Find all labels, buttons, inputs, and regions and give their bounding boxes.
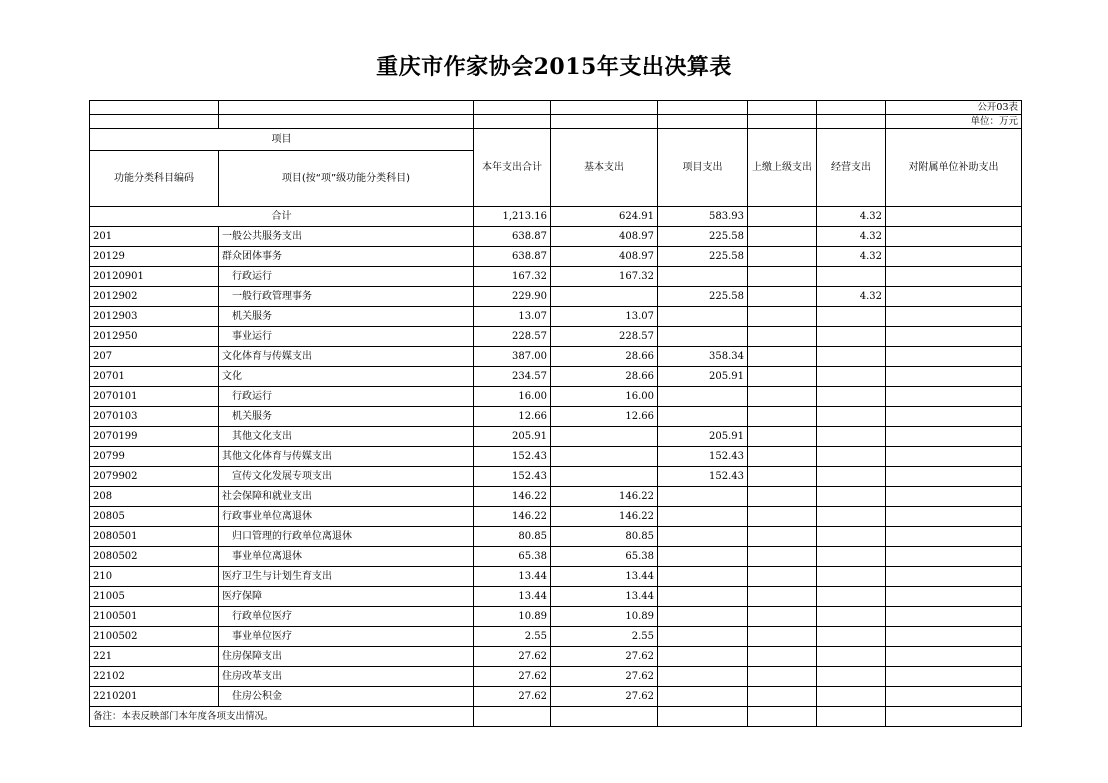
- cell-total: 2.55: [474, 627, 551, 647]
- table-row: [90, 587, 1022, 607]
- cell-total: 13.44: [474, 587, 551, 607]
- cell-basic: 80.85: [551, 527, 658, 547]
- cell-name: 群众团体事务: [219, 247, 474, 267]
- cell-code: 2012902: [90, 287, 219, 307]
- header-row-top: [90, 129, 1022, 151]
- cell-name: 事业单位医疗: [219, 627, 474, 647]
- cell-code: 221: [90, 647, 219, 667]
- cell-upper: [748, 347, 817, 367]
- table-row: [90, 407, 1022, 427]
- cell-upper: [748, 467, 817, 487]
- cell-code: 22102: [90, 667, 219, 687]
- cell-total: 152.43: [474, 467, 551, 487]
- cell-total: 10.89: [474, 607, 551, 627]
- cell-upper: [748, 227, 817, 247]
- table-row: [90, 607, 1022, 627]
- cell-name: 其他文化支出: [219, 427, 474, 447]
- header-total: 本年支出合计: [474, 129, 551, 207]
- cell-code: 2012903: [90, 307, 219, 327]
- cell-business: [817, 667, 886, 687]
- cell-basic: 167.32: [551, 267, 658, 287]
- cell-business: [817, 347, 886, 367]
- cell-subsidy: [886, 487, 1022, 507]
- cell-upper: [748, 387, 817, 407]
- cell-total: 387.00: [474, 347, 551, 367]
- cell-project: [658, 567, 748, 587]
- cell-basic: 13.07: [551, 307, 658, 327]
- cell-total: 228.57: [474, 327, 551, 347]
- cell-upper: [748, 647, 817, 667]
- cell-business: [817, 327, 886, 347]
- cell-code: 2079902: [90, 467, 219, 487]
- cell-project: [658, 407, 748, 427]
- cell-total: 16.00: [474, 387, 551, 407]
- cell-name: 宣传文化发展专项支出: [219, 467, 474, 487]
- cell-basic: 408.97: [551, 247, 658, 267]
- table-row: [90, 627, 1022, 647]
- cell-total: 638.87: [474, 247, 551, 267]
- cell-name: 医疗卫生与计划生育支出: [219, 567, 474, 587]
- cell-name: 住房改革支出: [219, 667, 474, 687]
- cell-subsidy: [886, 547, 1022, 567]
- cell-total: 65.38: [474, 547, 551, 567]
- cell-project: 358.34: [658, 347, 748, 367]
- cell-business: [817, 267, 886, 287]
- cell-project: [658, 267, 748, 287]
- table-row: [90, 527, 1022, 547]
- cell-project: [658, 307, 748, 327]
- cell-name: 归口管理的行政单位离退休: [219, 527, 474, 547]
- cell-upper: [748, 447, 817, 467]
- cell-upper: [748, 687, 817, 707]
- table-code-label: 公开03表: [886, 101, 1022, 115]
- cell-subsidy: [886, 407, 1022, 427]
- cell-name: 住房保障支出: [219, 647, 474, 667]
- cell-basic: 146.22: [551, 487, 658, 507]
- cell-subsidy: [886, 507, 1022, 527]
- table-row: [90, 487, 1022, 507]
- table-row: [90, 687, 1022, 707]
- note-empty-cell: [817, 707, 886, 727]
- cell-basic: 16.00: [551, 387, 658, 407]
- cell-basic: 27.62: [551, 647, 658, 667]
- cell-basic: 408.97: [551, 227, 658, 247]
- cell-subsidy: [886, 647, 1022, 667]
- header-subsidy: 对附属单位补助支出: [886, 129, 1022, 207]
- cell-total: 27.62: [474, 647, 551, 667]
- cell-project: [658, 607, 748, 627]
- total-total: 1,213.16: [474, 207, 551, 227]
- cell-subsidy: [886, 447, 1022, 467]
- cell-code: 2070103: [90, 407, 219, 427]
- cell-name: 行政单位医疗: [219, 607, 474, 627]
- cell-subsidy: [886, 267, 1022, 287]
- cell-name: 一般公共服务支出: [219, 227, 474, 247]
- cell-basic: 27.62: [551, 667, 658, 687]
- cell-upper: [748, 507, 817, 527]
- cell-business: [817, 567, 886, 587]
- cell-total: 638.87: [474, 227, 551, 247]
- cell-subsidy: [886, 247, 1022, 267]
- cell-project: 205.91: [658, 367, 748, 387]
- cell-code: 2100502: [90, 627, 219, 647]
- cell-code: 2012950: [90, 327, 219, 347]
- cell-project: 205.91: [658, 427, 748, 447]
- cell-basic: [551, 447, 658, 467]
- note-row: [90, 707, 1022, 727]
- cell-business: [817, 407, 886, 427]
- cell-code: 210: [90, 567, 219, 587]
- total-row: [90, 207, 1022, 227]
- header-basic: 基本支出: [551, 129, 658, 207]
- cell-business: [817, 527, 886, 547]
- cell-upper: [748, 527, 817, 547]
- table-row: [90, 267, 1022, 287]
- cell-name: 文化体育与传媒支出: [219, 347, 474, 367]
- cell-name: 事业单位离退休: [219, 547, 474, 567]
- cell-subsidy: [886, 387, 1022, 407]
- cell-code: 2080502: [90, 547, 219, 567]
- cell-project: 152.43: [658, 467, 748, 487]
- expenditure-table: [89, 100, 1022, 727]
- cell-project: 152.43: [658, 447, 748, 467]
- cell-subsidy: [886, 467, 1022, 487]
- table-row: [90, 367, 1022, 387]
- footnote: 备注：本表反映部门本年度各项支出情况。: [90, 707, 474, 727]
- cell-project: [658, 587, 748, 607]
- cell-basic: 28.66: [551, 347, 658, 367]
- cell-subsidy: [886, 587, 1022, 607]
- cell-business: 4.32: [817, 227, 886, 247]
- total-basic: 624.91: [551, 207, 658, 227]
- total-label: 合计: [90, 207, 474, 227]
- cell-total: 152.43: [474, 447, 551, 467]
- cell-total: 167.32: [474, 267, 551, 287]
- cell-code: 20129: [90, 247, 219, 267]
- cell-name: 行政事业单位离退休: [219, 507, 474, 527]
- cell-code: 2080501: [90, 527, 219, 547]
- cell-subsidy: [886, 427, 1022, 447]
- cell-total: 234.57: [474, 367, 551, 387]
- table-row: [90, 307, 1022, 327]
- table-row: [90, 467, 1022, 487]
- cell-name: 住房公积金: [219, 687, 474, 707]
- cell-code: 2070199: [90, 427, 219, 447]
- cell-total: 205.91: [474, 427, 551, 447]
- cell-subsidy: [886, 607, 1022, 627]
- cell-subsidy: [886, 687, 1022, 707]
- cell-business: [817, 447, 886, 467]
- cell-basic: 228.57: [551, 327, 658, 347]
- cell-project: [658, 527, 748, 547]
- cell-upper: [748, 567, 817, 587]
- cell-business: [817, 607, 886, 627]
- cell-business: [817, 547, 886, 567]
- cell-name: 医疗保障: [219, 587, 474, 607]
- cell-business: [817, 367, 886, 387]
- cell-total: 27.62: [474, 687, 551, 707]
- cell-upper: [748, 547, 817, 567]
- cell-name: 事业运行: [219, 327, 474, 347]
- cell-name: 机关服务: [219, 307, 474, 327]
- cell-name: 文化: [219, 367, 474, 387]
- cell-basic: 28.66: [551, 367, 658, 387]
- note-empty-cell: [886, 707, 1022, 727]
- cell-business: [817, 387, 886, 407]
- cell-name: 其他文化体育与传媒支出: [219, 447, 474, 467]
- table-row: [90, 247, 1022, 267]
- cell-upper: [748, 287, 817, 307]
- cell-project: [658, 487, 748, 507]
- meta-row-unit: [90, 115, 1022, 129]
- cell-project: [658, 387, 748, 407]
- cell-subsidy: [886, 347, 1022, 367]
- cell-upper: [748, 427, 817, 447]
- total-business: 4.32: [817, 207, 886, 227]
- cell-code: 208: [90, 487, 219, 507]
- cell-subsidy: [886, 227, 1022, 247]
- note-empty-cell: [748, 707, 817, 727]
- cell-upper: [748, 267, 817, 287]
- cell-code: 207: [90, 347, 219, 367]
- cell-basic: [551, 427, 658, 447]
- cell-code: 2070101: [90, 387, 219, 407]
- meta-row-code: [90, 101, 1022, 115]
- cell-basic: 10.89: [551, 607, 658, 627]
- cell-project: [658, 327, 748, 347]
- cell-total: 27.62: [474, 667, 551, 687]
- total-subsidy: [886, 207, 1022, 227]
- cell-business: [817, 647, 886, 667]
- cell-name: 一般行政管理事务: [219, 287, 474, 307]
- cell-upper: [748, 307, 817, 327]
- cell-subsidy: [886, 667, 1022, 687]
- cell-project: 225.58: [658, 227, 748, 247]
- note-empty-cell: [551, 707, 658, 727]
- total-project: 583.93: [658, 207, 748, 227]
- cell-upper: [748, 487, 817, 507]
- table-row: [90, 447, 1022, 467]
- page-title: 重庆市作家协会2015年支出决算表: [376, 54, 732, 80]
- note-empty-cell: [474, 707, 551, 727]
- cell-total: 13.07: [474, 307, 551, 327]
- table-row: [90, 287, 1022, 307]
- cell-code: 21005: [90, 587, 219, 607]
- cell-business: [817, 507, 886, 527]
- cell-project: [658, 647, 748, 667]
- note-empty-cell: [658, 707, 748, 727]
- table-row: [90, 547, 1022, 567]
- cell-upper: [748, 607, 817, 627]
- cell-subsidy: [886, 287, 1022, 307]
- cell-basic: 146.22: [551, 507, 658, 527]
- total-upper: [748, 207, 817, 227]
- header-business: 经营支出: [817, 129, 886, 207]
- unit-label: 单位：万元: [886, 115, 1022, 129]
- cell-business: [817, 487, 886, 507]
- cell-code: 20701: [90, 367, 219, 387]
- cell-name: 行政运行: [219, 387, 474, 407]
- table-row: [90, 327, 1022, 347]
- cell-basic: 13.44: [551, 567, 658, 587]
- cell-basic: 2.55: [551, 627, 658, 647]
- cell-code: 2210201: [90, 687, 219, 707]
- cell-subsidy: [886, 367, 1022, 387]
- header-project-group: 项目: [90, 129, 474, 151]
- table-row: [90, 427, 1022, 447]
- cell-subsidy: [886, 307, 1022, 327]
- cell-total: 146.22: [474, 487, 551, 507]
- cell-project: [658, 627, 748, 647]
- cell-name: 社会保障和就业支出: [219, 487, 474, 507]
- cell-upper: [748, 667, 817, 687]
- cell-upper: [748, 327, 817, 347]
- cell-project: [658, 667, 748, 687]
- cell-basic: 27.62: [551, 687, 658, 707]
- cell-total: 12.66: [474, 407, 551, 427]
- table-row: [90, 387, 1022, 407]
- cell-upper: [748, 247, 817, 267]
- cell-upper: [748, 627, 817, 647]
- cell-project: [658, 547, 748, 567]
- cell-business: [817, 627, 886, 647]
- cell-upper: [748, 407, 817, 427]
- cell-project: [658, 507, 748, 527]
- cell-business: 4.32: [817, 247, 886, 267]
- cell-subsidy: [886, 627, 1022, 647]
- cell-name: 行政运行: [219, 267, 474, 287]
- table-row: [90, 667, 1022, 687]
- cell-business: [817, 307, 886, 327]
- cell-code: 20799: [90, 447, 219, 467]
- cell-total: 80.85: [474, 527, 551, 547]
- cell-business: [817, 467, 886, 487]
- table-row: [90, 227, 1022, 247]
- cell-total: 13.44: [474, 567, 551, 587]
- cell-basic: 13.44: [551, 587, 658, 607]
- header-code: 功能分类科目编码: [90, 151, 219, 207]
- cell-business: [817, 587, 886, 607]
- cell-subsidy: [886, 327, 1022, 347]
- cell-project: 225.58: [658, 247, 748, 267]
- header-upper: 上缴上级支出: [748, 129, 817, 207]
- cell-total: 229.90: [474, 287, 551, 307]
- cell-code: 20120901: [90, 267, 219, 287]
- cell-name: 机关服务: [219, 407, 474, 427]
- cell-project: 225.58: [658, 287, 748, 307]
- cell-business: 4.32: [817, 287, 886, 307]
- cell-upper: [748, 587, 817, 607]
- cell-code: 2100501: [90, 607, 219, 627]
- header-name: 项目(按“项”级功能分类科目): [219, 151, 474, 207]
- header-project: 项目支出: [658, 129, 748, 207]
- cell-basic: [551, 287, 658, 307]
- cell-total: 146.22: [474, 507, 551, 527]
- cell-basic: 12.66: [551, 407, 658, 427]
- table-row: [90, 347, 1022, 367]
- cell-code: 201: [90, 227, 219, 247]
- cell-business: [817, 687, 886, 707]
- cell-code: 20805: [90, 507, 219, 527]
- table-row: [90, 647, 1022, 667]
- cell-project: [658, 687, 748, 707]
- table-row: [90, 567, 1022, 587]
- cell-basic: 65.38: [551, 547, 658, 567]
- cell-subsidy: [886, 527, 1022, 547]
- cell-business: [817, 427, 886, 447]
- cell-upper: [748, 367, 817, 387]
- table-row: [90, 507, 1022, 527]
- cell-basic: [551, 467, 658, 487]
- cell-subsidy: [886, 567, 1022, 587]
